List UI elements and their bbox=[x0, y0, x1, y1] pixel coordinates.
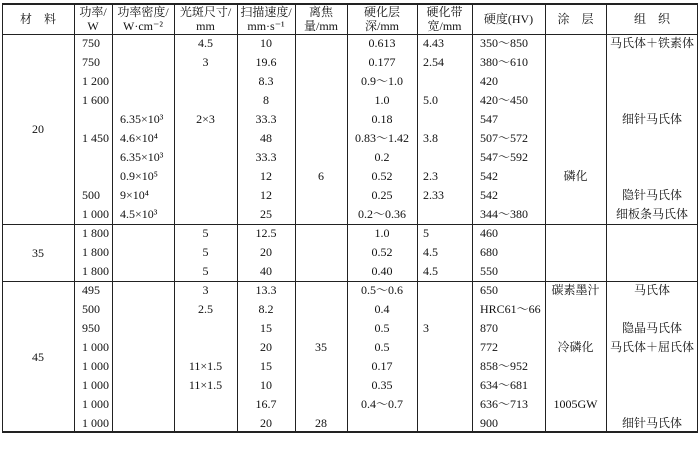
header-density bbox=[112, 5, 174, 33]
width-cell: 5 bbox=[423, 226, 429, 240]
structure-cell: 马氏体＋铁素体 bbox=[609, 36, 694, 50]
power-cell: 1 200 bbox=[82, 74, 109, 88]
depth-cell: 0.83～1.42 bbox=[354, 131, 409, 145]
speed-cell: 12 bbox=[260, 188, 272, 202]
hardness-cell: 380～610 bbox=[480, 55, 529, 69]
power-cell: 500 bbox=[82, 302, 100, 316]
column-rule bbox=[112, 3, 113, 433]
speed-cell: 12.5 bbox=[255, 226, 277, 240]
speed-cell: 48 bbox=[260, 131, 272, 145]
material-cell: 35 bbox=[32, 245, 44, 260]
depth-cell: 0.35 bbox=[371, 378, 393, 392]
speed-cell: 20 bbox=[260, 245, 272, 259]
structure-cell: 隐针马氏体 bbox=[621, 188, 682, 202]
header-structure-line1: 组 织 bbox=[633, 12, 670, 26]
speed-cell: 12 bbox=[260, 169, 272, 183]
depth-cell: 0.2 bbox=[374, 150, 390, 164]
structure-cell: 细板条马氏体 bbox=[615, 207, 688, 221]
header-depth-line2: 深/mm bbox=[364, 19, 399, 33]
material-cell: 45 bbox=[32, 350, 44, 364]
depth-cell: 0.613 bbox=[368, 36, 396, 50]
depth-cell: 0.4～0.7 bbox=[360, 397, 403, 411]
column-rule bbox=[2, 3, 3, 433]
spot-cell: 11×1.5 bbox=[188, 359, 223, 373]
hardness-cell: HRC61～66 bbox=[480, 302, 541, 316]
speed-cell: 8.3 bbox=[258, 74, 274, 88]
speed-cell: 10 bbox=[260, 378, 272, 392]
spot-cell: 11×1.5 bbox=[188, 378, 223, 392]
width-cell: 5.0 bbox=[423, 93, 438, 107]
structure-cell: 细针马氏体 bbox=[621, 416, 682, 430]
density-cell: 4.5×10³ bbox=[120, 207, 158, 221]
header-power-line2: W bbox=[87, 19, 99, 33]
coating-cell: 冷磷化 bbox=[557, 340, 594, 354]
hardness-cell: 680 bbox=[480, 245, 498, 259]
density-cell: 6.35×10³ bbox=[120, 150, 164, 164]
header-defocus-line1: 离焦 bbox=[308, 5, 333, 19]
hardness-cell: 547 bbox=[480, 112, 498, 126]
power-cell: 750 bbox=[82, 55, 100, 69]
hardness-cell: 900 bbox=[480, 416, 498, 430]
hardness-cell: 650 bbox=[480, 283, 498, 297]
density-cell: 0.9×10⁵ bbox=[120, 169, 158, 183]
structure-cell: 隐晶马氏体 bbox=[621, 321, 682, 335]
column-rule bbox=[417, 3, 418, 433]
spot-cell: 4.5 bbox=[198, 36, 213, 50]
power-cell: 1 800 bbox=[82, 264, 109, 278]
header-power bbox=[74, 5, 112, 33]
column-rule bbox=[74, 3, 75, 433]
depth-cell: 0.25 bbox=[371, 188, 393, 202]
hardness-cell: 550 bbox=[480, 264, 498, 278]
depth-cell: 0.52 bbox=[371, 169, 393, 183]
hardness-cell: 344～380 bbox=[480, 207, 529, 221]
depth-cell: 0.5～0.6 bbox=[360, 283, 403, 297]
column-rule bbox=[472, 3, 473, 433]
width-cell: 2.33 bbox=[423, 188, 444, 202]
power-cell: 1 000 bbox=[82, 416, 109, 430]
hardness-cell: 772 bbox=[480, 340, 498, 354]
header-width-line1: 硬化带 bbox=[426, 5, 463, 19]
header-density-line2: W·cm⁻² bbox=[123, 19, 163, 33]
speed-cell: 33.3 bbox=[255, 112, 277, 126]
speed-cell: 10 bbox=[260, 36, 272, 50]
structure-cell: 马氏体＋屈氏体 bbox=[609, 340, 694, 354]
header-speed bbox=[237, 5, 295, 33]
power-cell: 1 800 bbox=[82, 226, 109, 240]
header-speed-line2: mm·s⁻¹ bbox=[247, 19, 285, 33]
hardness-cell: 542 bbox=[480, 169, 498, 183]
depth-cell: 0.4 bbox=[374, 302, 390, 316]
width-cell: 4.5 bbox=[423, 245, 438, 259]
hardness-cell: 870 bbox=[480, 321, 498, 335]
width-cell: 3.8 bbox=[423, 131, 438, 145]
header-width-line2: 宽/mm bbox=[427, 19, 462, 33]
depth-cell: 0.17 bbox=[371, 359, 393, 373]
hardness-cell: 350～850 bbox=[480, 36, 529, 50]
speed-cell: 13.3 bbox=[255, 283, 277, 297]
header-defocus-line2: 量/mm bbox=[303, 19, 338, 33]
group-rule bbox=[2, 431, 698, 433]
power-cell: 1 800 bbox=[82, 245, 109, 259]
material-cell: 20 bbox=[32, 122, 44, 136]
width-cell: 4.5 bbox=[423, 264, 438, 278]
header-rule bbox=[2, 34, 698, 35]
speed-cell: 16.7 bbox=[255, 397, 277, 411]
power-cell: 1 000 bbox=[82, 207, 109, 221]
defocus-cell: 6 bbox=[318, 169, 324, 183]
header-width bbox=[417, 5, 472, 33]
speed-cell: 20 bbox=[260, 416, 272, 430]
spot-cell: 5 bbox=[202, 245, 209, 259]
column-rule bbox=[545, 3, 546, 433]
header-hardness-line1: 硬度(HV) bbox=[483, 12, 534, 26]
density-cell: 4.6×10⁴ bbox=[120, 131, 158, 145]
column-rule bbox=[295, 3, 296, 433]
depth-cell: 0.9～1.0 bbox=[360, 74, 403, 88]
header-coating bbox=[545, 12, 606, 26]
spot-cell: 5 bbox=[202, 226, 209, 240]
hardness-cell: 542 bbox=[480, 188, 498, 202]
header-defocus bbox=[295, 5, 347, 33]
hardness-cell: 420 bbox=[480, 74, 498, 88]
hardness-cell: 420～450 bbox=[480, 93, 529, 107]
coating-cell: 碳素墨汁 bbox=[551, 283, 600, 297]
power-cell: 750 bbox=[82, 36, 100, 50]
defocus-cell: 35 bbox=[315, 340, 327, 354]
speed-cell: 8.2 bbox=[258, 302, 274, 316]
header-coating-line1: 涂 层 bbox=[557, 12, 594, 26]
header-spot bbox=[174, 5, 237, 33]
structure-cell: 细针马氏体 bbox=[621, 112, 682, 126]
hardness-cell: 634～681 bbox=[480, 378, 529, 392]
group-rule bbox=[2, 224, 698, 225]
width-cell: 2.54 bbox=[423, 55, 444, 69]
power-cell: 1 450 bbox=[82, 131, 109, 145]
hardness-cell: 460 bbox=[480, 226, 498, 240]
header-spot-line2: mm bbox=[196, 19, 215, 33]
depth-cell: 0.5 bbox=[374, 321, 390, 335]
speed-cell: 15 bbox=[260, 321, 272, 335]
depth-cell: 1.0 bbox=[374, 93, 390, 107]
header-power-line1: 功率/ bbox=[79, 5, 107, 19]
spot-cell: 3 bbox=[202, 55, 209, 69]
hardness-cell: 858～952 bbox=[480, 359, 529, 373]
laser-hardening-table bbox=[2, 3, 698, 452]
power-cell: 1 000 bbox=[82, 359, 109, 373]
hardness-cell: 547～592 bbox=[480, 150, 529, 164]
header-material bbox=[2, 12, 74, 26]
depth-cell: 0.40 bbox=[371, 264, 393, 278]
hardness-cell: 507～572 bbox=[480, 131, 529, 145]
density-cell: 9×10⁴ bbox=[120, 188, 149, 202]
header-speed-line1: 扫描速度/ bbox=[240, 5, 292, 19]
speed-cell: 20 bbox=[260, 340, 272, 354]
depth-cell: 0.2～0.36 bbox=[357, 207, 406, 221]
power-cell: 950 bbox=[82, 321, 100, 335]
header-material-line1: 材 料 bbox=[19, 12, 56, 26]
header-spot-line1: 光斑尺寸/ bbox=[179, 5, 232, 19]
header-density-line1: 功率密度/ bbox=[117, 5, 169, 19]
header-hardness bbox=[472, 12, 545, 26]
depth-cell: 0.52 bbox=[371, 245, 393, 259]
density-cell: 6.35×10³ bbox=[120, 112, 164, 126]
header-depth bbox=[347, 5, 417, 33]
structure-cell: 马氏体 bbox=[633, 283, 670, 297]
depth-cell: 0.18 bbox=[371, 112, 393, 126]
speed-cell: 25 bbox=[260, 207, 272, 221]
width-cell: 4.43 bbox=[423, 36, 444, 50]
header-depth-line1: 硬化层 bbox=[363, 5, 400, 19]
speed-cell: 15 bbox=[260, 359, 272, 373]
coating-cell: 磷化 bbox=[563, 169, 588, 183]
power-cell: 495 bbox=[82, 283, 100, 297]
depth-cell: 1.0 bbox=[374, 226, 390, 240]
spot-cell: 5 bbox=[202, 264, 209, 278]
power-cell: 500 bbox=[82, 188, 100, 202]
width-cell: 3 bbox=[423, 321, 429, 335]
speed-cell: 33.3 bbox=[255, 150, 277, 164]
depth-cell: 0.177 bbox=[368, 55, 396, 69]
spot-cell: 2.5 bbox=[198, 302, 213, 316]
speed-cell: 40 bbox=[260, 264, 272, 278]
coating-cell: 1005GW bbox=[553, 397, 598, 411]
power-cell: 1 600 bbox=[82, 93, 109, 107]
power-cell: 1 000 bbox=[82, 397, 109, 411]
header-structure bbox=[606, 12, 698, 26]
width-cell: 2.3 bbox=[423, 169, 438, 183]
spot-cell: 3 bbox=[202, 283, 209, 297]
speed-cell: 19.6 bbox=[255, 55, 277, 69]
speed-cell: 8 bbox=[263, 93, 269, 107]
group-rule bbox=[2, 281, 698, 282]
spot-cell: 2×3 bbox=[196, 112, 215, 126]
depth-cell: 0.5 bbox=[374, 340, 390, 354]
power-cell: 1 000 bbox=[82, 340, 109, 354]
hardness-cell: 636～713 bbox=[480, 397, 529, 411]
power-cell: 1 000 bbox=[82, 378, 109, 392]
defocus-cell: 28 bbox=[315, 416, 327, 430]
